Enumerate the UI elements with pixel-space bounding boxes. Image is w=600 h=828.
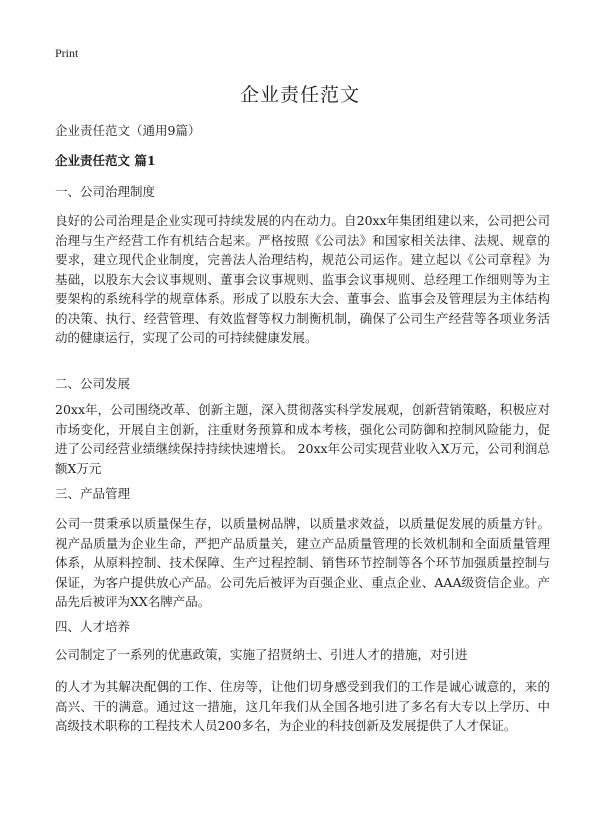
- section-paragraph-development: 20xx年，公司围绕改革、创新主题，深入贯彻落实科学发展观，创新营销策略，积极应对市场变化，开展自主创新，注重财务预算和成本考核，强化公司防御和控制风险能力，促进了公司经营业绩继续保持持续快速增长。 20xx年公司实现营业收入X万元，公司利润总额X万元: [55, 402, 550, 476]
- section-heading-development: 二、公司发展: [55, 376, 131, 391]
- section-heading-talent: 四、人才培养: [55, 619, 131, 634]
- section-paragraph-talent-1: 公司制定了一系列的优惠政策，实施了招贤纳士、引进人才的措施，对引进: [55, 647, 468, 662]
- section-paragraph-talent-2: 的人才为其解决配偶的工作、住房等，让他们切身感受到我们的工作是诚心诚意的，来的高兴、干的满意。通过这一措施，这几年我们从全国各地引进了多名有大专以上学历、中高级技术职称的工程技术人员200多名，为企业的科技创新及发展提供了人才保证。: [55, 679, 550, 733]
- section-paragraph-governance: 良好的公司治理是企业实现可持续发展的内在动力。自20xx年集团组建以来，公司把公司治理与生产经营工作有机结合起来。严格按照《公司法》和国家相关法律、法规、规章的要求，建立现代企业制度，完善法人治理结构，规范公司运作。建立起以《公司章程》为基础，以股东大会议事规则、董事会议事规则、监事会议事规则、总经理工作细则等为主要架构的系统科学的规章体系。形成了以股东大会、董事会、监事会及管理层为主体结构的决策、执行、经营管理、有效监督等权力制衡机制，确保了公司生产经营等各项业务活动的健康运行，实现了公司的可持续健康发展。: [55, 213, 550, 345]
- section-heading-product-management: 三、产品管理: [55, 486, 131, 501]
- print-link[interactable]: Print: [55, 46, 79, 60]
- section-heading-governance: 一、公司治理制度: [55, 184, 156, 199]
- article-heading: 企业责任范文 篇1: [55, 153, 156, 168]
- document-title: 企业责任范文: [239, 84, 360, 106]
- section-paragraph-product-management: 公司一贯秉承以质量保生存，以质量树品牌，以质量求效益，以质量促发展的质量方针。视产品质量为企业生命，严把产品质量关，建立产品质量管理的长效机制和全面质量管理体系，从原料控制、技术保障、生产过程控制、销售环节控制等各个环节加强质量控制与保证，为客户提供放心产品。公司先后被评为百强企业、重点企业、AAA级资信企业。产品先后被评为XX名牌产品。: [55, 516, 550, 609]
- document-subtitle: 企业责任范文（通用9篇）: [55, 123, 201, 138]
